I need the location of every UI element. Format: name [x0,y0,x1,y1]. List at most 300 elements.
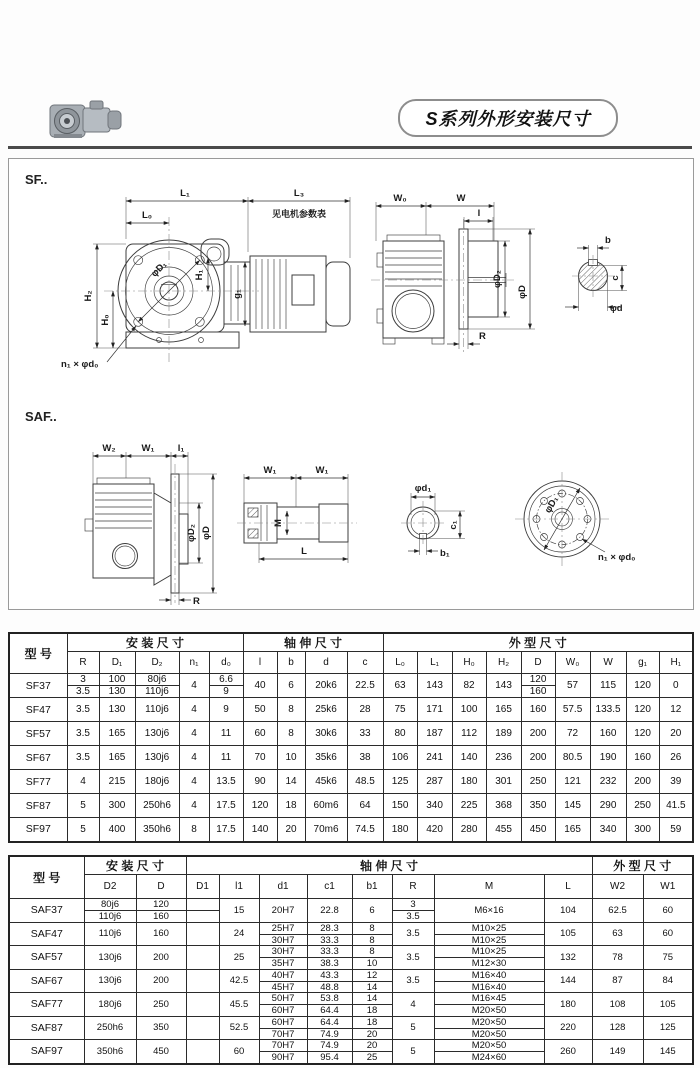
table-row [9,770,693,794]
split-cell-half: 130 [108,686,126,697]
table-cell [307,1016,352,1040]
split-cell-half: 3.5 [76,686,90,697]
table-cell: 4 [179,698,209,722]
split-cell [308,970,352,993]
dim-label-sf-l0: L₀ [141,210,153,221]
table-cell: 3.5 [67,746,99,770]
model-cell: SAF37 [9,899,84,923]
dim-label-sf-c: c [610,275,621,281]
split-cell-half: 64.4 [320,1005,339,1016]
table-cell [67,674,99,698]
split-cell-half: 35H7 [271,958,295,969]
table-cell: 4 [179,674,209,698]
table-cell: 87 [592,969,643,993]
split-cell-half: 70H7 [271,1028,295,1040]
split-cell-half: 160 [529,686,547,697]
column-header: D [521,652,555,674]
table-cell: 90 [243,770,277,794]
split-cell-half: 3 [68,674,99,686]
table-cell [434,1016,544,1040]
sf-side-view [371,193,535,355]
column-header: l [243,652,277,674]
column-header: D [136,875,186,899]
table-cell: 260 [544,1040,592,1064]
split-cell [435,1040,544,1063]
table-cell: 165 [99,722,135,746]
dim-label-sf-h0: H₀ [100,314,111,326]
saf-hollow-shaft-view [237,465,357,563]
split-cell-half: 80j6 [136,674,179,686]
column-header: D₂ [135,652,179,674]
table-cell: 59 [659,818,693,842]
header-divider [8,146,692,149]
dim-label-sf-l1: L₁ [180,188,190,199]
table-cell: 11 [209,722,243,746]
table-cell: 4 [179,746,209,770]
table-cell: 160 [521,698,555,722]
column-header: M [434,875,544,899]
table-row [9,746,693,770]
dim-label-saf-w1a: W₁ [263,465,277,476]
gearmotor-photo [48,96,128,142]
split-cell-half [187,911,219,922]
table-cell: 143 [417,674,452,698]
column-header: R [67,652,99,674]
dim-label-sf-phid-small: φd [610,303,623,314]
column-header: W2 [592,875,643,899]
table-cell: 350h6 [135,818,179,842]
table-cell: 70 [243,746,277,770]
split-cell [308,993,352,1016]
table-row [9,1016,693,1040]
table-cell [259,946,307,970]
table-cell: 250 [626,794,659,818]
table-cell [84,899,136,923]
table-cell [259,993,307,1017]
group-header: 安 装 尺 寸 [67,633,243,652]
split-cell-half: 60H7 [260,1017,307,1029]
table-cell: 64 [347,794,383,818]
split-cell-half: 120 [522,674,555,686]
table-cell: 225 [452,794,486,818]
split-cell-half: M24×60 [471,1052,507,1063]
dim-label-saf-n1phid0: n₁ × φd₀ [598,552,636,563]
table-cell: 60 [219,1040,259,1064]
table-cell: 20 [659,722,693,746]
split-cell-half: 160 [153,911,169,922]
table-cell: 5 [67,818,99,842]
table-cell: 15 [219,899,259,923]
split-cell-half: 60H7 [271,1005,295,1016]
split-cell [210,674,243,697]
table-cell: 8 [277,722,305,746]
split-cell [353,970,392,993]
table-cell: 38 [347,746,383,770]
dim-label-sf-n1phid0: n₁ × φd₀ [61,359,99,370]
table-cell: 165 [99,746,135,770]
split-cell-half: 3.5 [406,911,420,922]
split-cell-half: 48.8 [320,981,339,993]
dim-label-saf-c1: c₁ [448,520,459,530]
model-cell: SF37 [9,674,67,698]
split-cell-half: 30H7 [271,934,295,946]
split-cell-half: 10 [366,958,378,969]
dim-label-sf-h2: H₂ [83,290,94,302]
table-cell: 17.5 [209,818,243,842]
table-cell: 74.5 [347,818,383,842]
split-cell [308,1017,352,1040]
column-header: H₁ [659,652,693,674]
split-cell-half: 14 [353,993,392,1005]
split-cell-half: 120 [137,899,186,911]
dim-label-sf-l: l [477,208,481,219]
table-row [9,794,693,818]
table-cell: 5 [392,1016,434,1040]
table-cell: 140 [452,746,486,770]
saf-bore-section-detail [401,483,465,559]
table-cell: 110j6 [135,698,179,722]
split-cell-half: M10×25 [435,946,544,958]
split-cell [393,899,434,922]
dim-label-saf-phid2: φD₂ [186,524,197,542]
column-header: W₀ [555,652,590,674]
table-cell: 11 [209,746,243,770]
table-cell: 236 [486,746,521,770]
dim-label-sf-phid: φD [517,285,528,299]
split-cell [308,923,352,946]
table-row [9,1040,693,1064]
table-cell: 130j6 [135,722,179,746]
technical-drawings [9,159,693,609]
table-cell: 220 [544,1016,592,1040]
table-cell: M6×16 [434,899,544,923]
table-cell: 350 [136,1016,186,1040]
table-cell: 241 [417,746,452,770]
split-cell [435,970,544,993]
split-cell-half: 3 [393,899,434,911]
table-cell [186,899,219,923]
column-header: c [347,652,383,674]
split-cell [260,1040,307,1063]
table-cell: 78 [592,946,643,970]
table-cell: 187 [417,722,452,746]
table-cell: 8 [277,698,305,722]
table-cell: 6 [352,899,392,923]
split-cell [353,946,392,969]
table-cell: 22.5 [347,674,383,698]
table-row [9,818,693,842]
table-cell: 22.8 [307,899,352,923]
table-cell: 84 [643,969,693,993]
split-cell [522,674,555,697]
table-cell: 4 [392,993,434,1017]
column-header: H₂ [486,652,521,674]
split-cell-half: M16×40 [471,981,507,993]
table-cell: 145 [555,794,590,818]
split-cell [187,899,219,922]
table-cell: 120 [243,794,277,818]
table-cell: 132 [544,946,592,970]
table-cell: 106 [383,746,417,770]
split-cell [353,923,392,946]
table-cell: 60 [243,722,277,746]
split-cell-half: 38.3 [320,958,339,969]
table-cell: 3.5 [67,722,99,746]
table-cell: 200 [136,969,186,993]
table-cell: 121 [555,770,590,794]
table-cell: 120 [626,698,659,722]
table-cell: 3.5 [392,946,434,970]
dim-label-saf-r: R [193,596,200,607]
split-cell-half: M20×50 [435,1040,544,1052]
table-cell [186,946,219,970]
saf-dimension-table [8,855,694,1065]
model-cell: SAF77 [9,993,84,1017]
table-cell: 450 [521,818,555,842]
table-cell [186,1016,219,1040]
column-header: W [590,652,626,674]
table-cell: 128 [592,1016,643,1040]
split-cell [435,1017,544,1040]
split-cell-half: M10×25 [435,923,544,935]
dim-label-saf-m: M [273,519,284,527]
model-cell: SF97 [9,818,67,842]
table-cell: 450 [136,1040,186,1064]
table-cell [352,993,392,1017]
group-header: 外 型 尺 寸 [592,856,693,875]
table-cell [521,674,555,698]
split-cell-half: 110j6 [145,686,169,697]
dim-label-sf-l3: L₃ [293,188,305,199]
table-cell [259,969,307,993]
table-cell: 42.5 [219,969,259,993]
table-cell: 350 [521,794,555,818]
table-cell: 180 [383,818,417,842]
dim-label-saf-phid: φD [201,526,212,540]
split-cell-half: M16×45 [435,993,544,1005]
table-cell: 120 [626,722,659,746]
table-cell: 10 [277,746,305,770]
table-cell [186,1040,219,1064]
table-cell: 4 [179,794,209,818]
sf-front-view [61,188,350,370]
split-cell-half: 6.6 [210,674,243,686]
table-cell: 112 [452,722,486,746]
table-cell: 75 [383,698,417,722]
table-cell: 4 [179,770,209,794]
group-header: 安 装 尺 寸 [84,856,186,875]
table-cell: 280 [452,818,486,842]
column-header: D1 [186,875,219,899]
table-cell [352,1040,392,1064]
table-cell: 3.5 [392,969,434,993]
split-cell-half: 43.3 [308,970,352,982]
split-cell-half [187,899,219,911]
table-cell [434,946,544,970]
table-cell: 149 [592,1040,643,1064]
model-cell: SF77 [9,770,67,794]
split-cell-half: 74.9 [308,1040,352,1052]
split-cell-half: M16×40 [435,970,544,982]
table-cell [259,922,307,946]
dim-label-saf-phiD1: φD₁ [542,494,561,516]
table-cell [352,922,392,946]
group-header: 外 型 尺 寸 [383,633,693,652]
table-cell: 14 [277,770,305,794]
table-cell: 368 [486,794,521,818]
table-cell: 120 [626,674,659,698]
table-cell: 130j6 [84,969,136,993]
column-header: d [305,652,347,674]
split-cell-half: 33.3 [308,946,352,958]
table-cell: 57.5 [555,698,590,722]
split-cell-half: 30H7 [260,946,307,958]
table-cell: 48.5 [347,770,383,794]
table-cell: 25k6 [305,698,347,722]
table-cell [186,993,219,1017]
dim-label-sf-g1: g₁ [232,289,243,299]
table-cell: 250h6 [84,1016,136,1040]
split-cell-half: 25H7 [260,923,307,935]
split-cell [85,899,136,922]
table-cell: 20 [277,818,305,842]
split-cell [260,923,307,946]
model-cell: SAF67 [9,969,84,993]
motor-note: 见电机参数表 [271,209,327,219]
table-cell [434,922,544,946]
table-cell: 165 [555,818,590,842]
table-cell: 3.5 [392,922,434,946]
dim-label-sf-b: b [605,235,611,246]
table-cell: 350h6 [84,1040,136,1064]
table-cell: 250 [136,993,186,1017]
table-cell [392,899,434,923]
dim-label-sf-w: W [456,193,466,204]
table-cell: 26 [659,746,693,770]
table-cell: 6 [277,674,305,698]
drawings-panel [8,158,694,610]
split-cell [435,993,544,1016]
table-cell: 108 [592,993,643,1017]
table-row [9,722,693,746]
table-cell: 125 [643,1016,693,1040]
split-cell [137,899,186,922]
group-header: 轴 伸 尺 寸 [243,633,383,652]
table-cell: 165 [486,698,521,722]
table-cell: 200 [626,770,659,794]
split-cell-half: 64.4 [308,1017,352,1029]
split-cell-half: M20×50 [471,1005,507,1016]
table-cell: 63 [383,674,417,698]
table-cell [307,969,352,993]
table-row [9,899,693,923]
split-cell-half: M12×30 [471,958,507,969]
table-cell: 57 [555,674,590,698]
table-cell [99,674,135,698]
saf-side-view [85,443,217,607]
table-cell: 75 [643,946,693,970]
table-cell: 133.5 [590,698,626,722]
dim-label-saf-phid1: φd₁ [414,483,432,494]
table-cell: 35k6 [305,746,347,770]
table-cell: 105 [643,993,693,1017]
table-cell: 0 [659,674,693,698]
table-cell: 145 [643,1040,693,1064]
split-cell [435,946,544,969]
split-cell-half: M10×25 [471,934,507,946]
column-header: c1 [307,875,352,899]
table-cell: 82 [452,674,486,698]
table-row [9,993,693,1017]
table-cell: 41.5 [659,794,693,818]
table-cell: 455 [486,818,521,842]
split-cell-half: 9 [223,686,229,697]
table-cell [307,946,352,970]
split-cell-half: 74.9 [320,1028,339,1040]
split-cell-half: 8 [353,946,392,958]
table-cell: 3.5 [67,698,99,722]
split-cell-half: M20×50 [435,1017,544,1029]
split-cell [308,1040,352,1063]
table-cell: 130j6 [135,746,179,770]
column-header: d₀ [209,652,243,674]
table-cell: 420 [417,818,452,842]
table-cell [352,946,392,970]
split-cell-half: 100 [100,674,135,686]
table-cell: 33 [347,722,383,746]
table-cell [186,922,219,946]
table-row [9,698,693,722]
table-cell [434,969,544,993]
column-header: b1 [352,875,392,899]
table-cell [136,899,186,923]
split-cell-half: 80j6 [85,899,136,911]
table-cell: 28 [347,698,383,722]
dim-label-sf-h1: H₁ [194,269,205,281]
table-cell: 160 [136,922,186,946]
table-cell: 60 [643,899,693,923]
table-cell [307,1040,352,1064]
column-header: L₁ [417,652,452,674]
table-cell: 250h6 [135,794,179,818]
table-cell: 340 [417,794,452,818]
split-cell-half: 12 [353,970,392,982]
table-cell: 5 [67,794,99,818]
table-cell: 171 [417,698,452,722]
table-row [9,674,693,698]
model-cell: SAF47 [9,922,84,946]
column-header: D₁ [99,652,135,674]
table-cell: 125 [383,770,417,794]
table-cell: 80 [383,722,417,746]
split-cell-half: 14 [366,981,378,993]
table-cell: 39 [659,770,693,794]
table-cell: 45.5 [219,993,259,1017]
table-cell: 160 [590,722,626,746]
split-cell-half: 45H7 [271,981,295,993]
column-header: H₀ [452,652,486,674]
table-cell: 60m6 [305,794,347,818]
table-cell: 160 [626,746,659,770]
page-title: S系列外形安装尺寸 [425,109,591,129]
group-header: 轴 伸 尺 寸 [186,856,592,875]
split-cell-half: 20 [366,1028,378,1040]
table-cell: 5 [392,1040,434,1064]
table-cell: 232 [590,770,626,794]
table-cell [307,922,352,946]
model-cell: SF67 [9,746,67,770]
column-header: L [544,875,592,899]
